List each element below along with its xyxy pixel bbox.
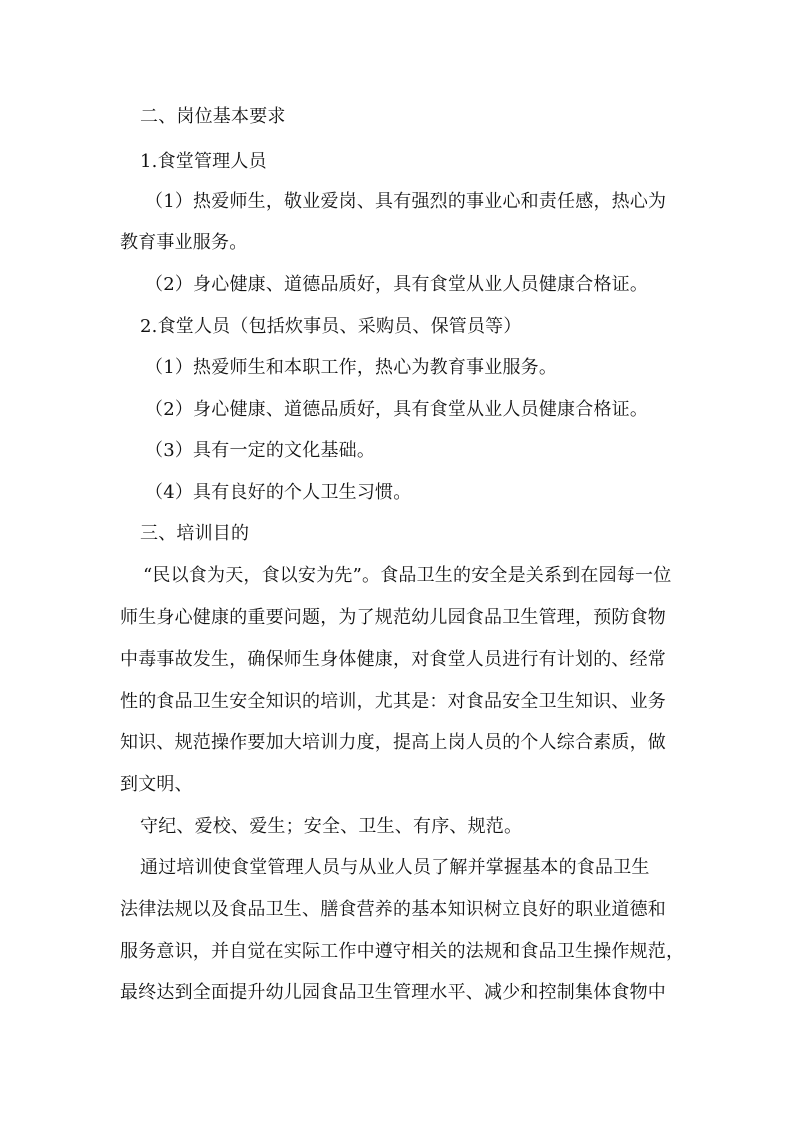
paragraph-line: 通过培训使食堂管理人员与从业人员了解并掌握基本的食品卫生 (140, 857, 650, 878)
section-heading-2: 二、岗位基本要求 (140, 106, 286, 127)
list-item: （2）身心健康、道德品质好，具有食堂从业人员健康合格证。 (145, 274, 649, 295)
paragraph-line: 中毒事故发生，确保师生身体健康，对食堂人员进行有计划的、经常 (120, 649, 666, 670)
paragraph-line: 守纪、爱校、爱生；安全、卫生、有序、规范。 (140, 816, 523, 837)
list-item-line: （1）热爱师生，敬业爱岗、具有强烈的事业心和责任感，热心为 (145, 191, 667, 212)
list-item: （3）具有一定的文化基础。 (145, 440, 376, 461)
paragraph-line: “民以食为天，食以安为先”。食品卫生的安全是关系到在园每一位 (143, 565, 672, 586)
list-item: （4）具有良好的个人卫生习惯。 (145, 482, 412, 503)
list-item-line: 教育事业服务。 (120, 232, 248, 253)
subsection-title-1: 1.食堂管理人员 (140, 151, 267, 172)
section-heading-3: 三、培训目的 (140, 523, 250, 544)
paragraph-line: 师生身心健康的重要问题，为了规范幼儿园食品卫生管理，预防食物 (120, 607, 666, 628)
subsection-title-2: 2.食堂人员（包括炊事员、采购员、保管员等） (140, 316, 522, 337)
paragraph-line: 到文明、 (120, 774, 193, 795)
paragraph-line: 最终达到全面提升幼儿园食品卫生管理水平、减少和控制集体食物中 (120, 982, 666, 1003)
paragraph-line: 知识、规范操作要加大培训力度，提高上岗人员的个人综合素质，做 (120, 732, 666, 753)
paragraph-line: 性的食品卫生安全知识的培训，尤其是：对食品安全卫生知识、业务 (120, 691, 666, 712)
list-item: （2）身心健康、道德品质好，具有食堂从业人员健康合格证。 (145, 399, 649, 420)
paragraph-line: 服务意识，并自觉在实际工作中遵守相关的法规和食品卫生操作规范， (120, 941, 685, 962)
list-item: （1）热爱师生和本职工作，热心为教育事业服务。 (145, 357, 558, 378)
paragraph-line: 法律法规以及食品卫生、膳食营养的基本知识树立良好的职业道德和 (120, 899, 666, 920)
